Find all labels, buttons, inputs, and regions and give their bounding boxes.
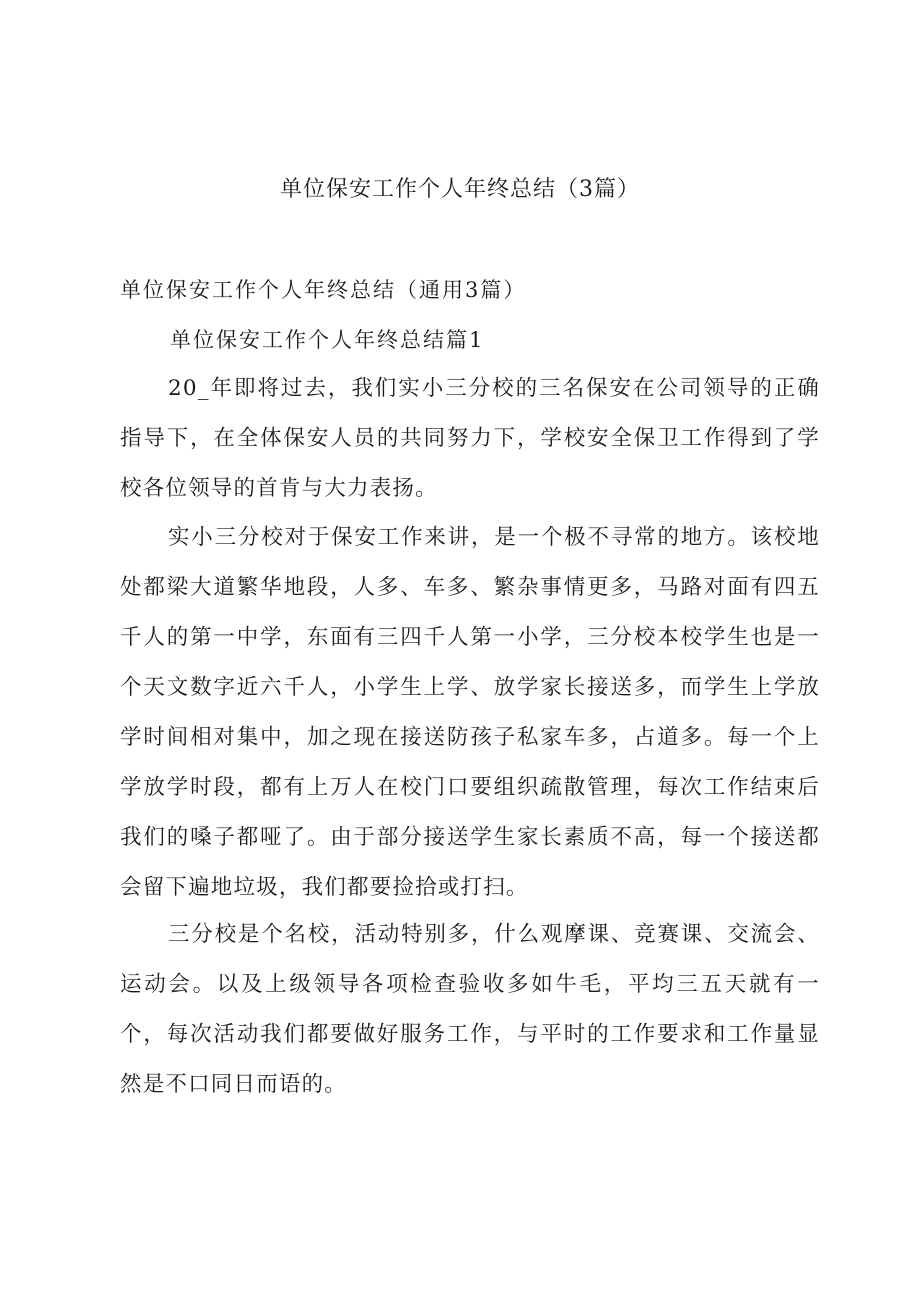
body-paragraph: 实小三分校对于保安工作来讲，是一个极不寻常的地方。该校地处都梁大道繁华地段，人多、车多、繁杂事情更多，马路对面有四五千人的第一中学，东面有三四千人第一小学，三分校本校学生也是一个天文数字近六千人，小学生上学、放学家长接送多，而学生上学放学时间相对集中，加之现在接送防孩子私家车多，占道多。每一个上学放学时段，都有上万人在校门口要组织疏散管理，每次工作结束后我们的嗓子都哑了。由于部分接送学生家长素质不高，每一个接送都会留下遍地垃圾，我们都要捡拾或打扫。 [120,525,820,900]
body-paragraph: 三分校是个名校，活动特别多，什么观摩课、竞赛课、交流会、运动会。以及上级领导各项检查验收多如牛毛，平均三五天就有一个，每次活动我们都要做好服务工作，与平时的工作要求和工作量显然是不口同日而语的。 [120,922,820,1097]
body-paragraph: 20_年即将过去，我们实小三分校的三名保安在公司领导的正确指导下，在全体保安人员的共同努力下，学校安全保卫工作得到了学校各位领导的首肯与大力表扬。 [120,376,820,501]
document-subtitle: 单位保安工作个人年终总结（通用3篇） [120,278,527,302]
document-title: 单位保安工作个人年终总结（3篇） [280,177,640,202]
section-heading: 单位保安工作个人年终总结篇1 [170,328,485,352]
